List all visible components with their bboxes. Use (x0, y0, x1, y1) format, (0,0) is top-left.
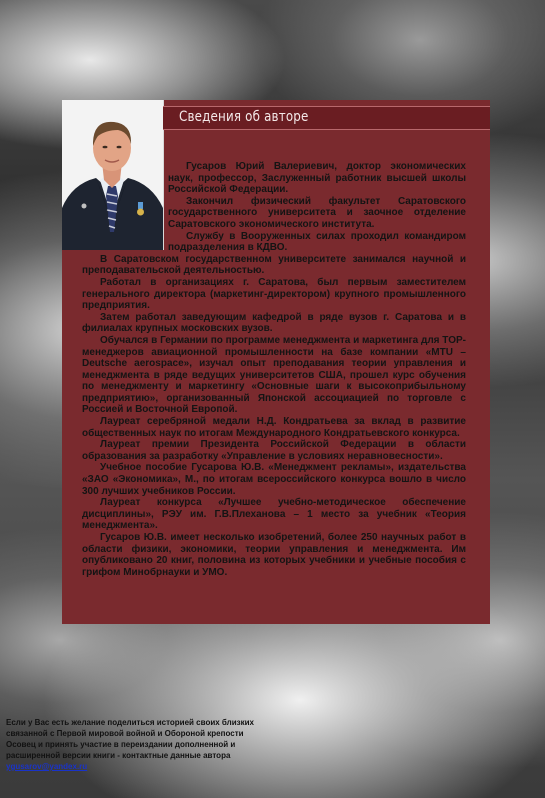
bio-paragraph-8: Лауреат серебряной медали Н.Д. Кондратьева за вклад в развитие общественных наук по итогам Международного Кондратьевского конкурса. (82, 416, 466, 439)
contact-note (6, 717, 266, 772)
section-title: Сведения об авторе (179, 109, 309, 125)
author-email-link[interactable]: ygusarov@yandex.ru (6, 762, 88, 771)
bio-paragraph-10: Учебное пособие Гусарова Ю.В. «Менеджмент рекламы», издательства «ЗАО «Экономика», М., по итогам всероссийского конкурса вошло в число 300 лучших учебников России. (82, 462, 466, 497)
contact-note-text: Если у Вас есть желание поделиться историей своих близких связанной с Первой мировой войной и Обороной крепости Осовец и принять участие в переиздании дополненной и расширенной версии книги - контактные данные автора (6, 718, 255, 760)
bio-paragraph-5: Работал в организациях г. Саратова, был первым заместителем генерального директора (маркетинг-директором) крупного промышленного предприятия. (82, 276, 466, 312)
bio-paragraph-4: В Саратовском государственном университете занимался научной и преподавательской деятельностью. (82, 253, 466, 277)
author-biography (82, 161, 466, 578)
bio-paragraph-9: Лауреат премии Президента Российской Федерации в области образования за разработку «Управление в условиях неравновесности». (82, 439, 466, 462)
bio-paragraph-3: Службу в Вооруженных силах проходил командиром подразделения в КДВО. (168, 230, 466, 254)
bio-paragraph-11: Лауреат конкурса «Лучшее учебно-методическое обеспечение дисциплины», РЭУ им. Г.В.Плеханова – 1 место за учебник «Теория менеджмента». (82, 497, 466, 532)
bio-paragraph-1: Гусаров Юрий Валериевич, доктор экономических наук, профессор, Заслуженный работник высшей школы Российской Федерации. (168, 161, 466, 196)
section-title-bar (163, 106, 490, 130)
bio-paragraph-6: Затем работал заведующим кафедрой в ряде вузов г. Саратова и в филиалах крупных московских вузов. (82, 311, 466, 335)
bio-paragraph-2: Закончил физический факультет Саратовского государственного университета и заочное отделение Саратовского экономического института. (168, 195, 466, 230)
bio-paragraph-7: Обучался в Германии по программе менеджмента и маркетинга для TOP-менеджеров авиационной промышленности на базе компании «MTU – Deutsche aerospace», изучал опыт преподавания теории управления и менеджмента в ряде ведущих университетов США, прошел курс обучения по менеджменту и маркетингу «Основные шаги к высокоприбыльному предприятию», организованный Японской ассоциацией по торговле с Россией и Восточной Европой. (82, 334, 467, 416)
bio-paragraph-12: Гусаров Ю.В. имеет несколько изобретений, более 250 научных работ в области физики, экономики, теории управления и менеджмента. Им опубликовано 20 книг, половина из которых учебники и учебные пособия с грифом Минобрнауки и УМО. (82, 532, 466, 578)
